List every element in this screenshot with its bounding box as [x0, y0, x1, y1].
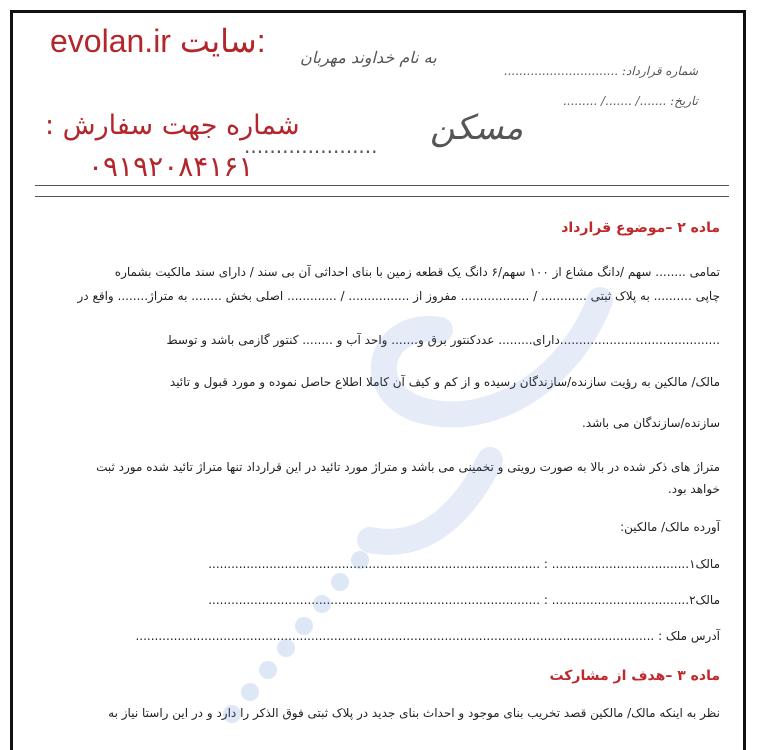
bismillah: به نام خداوند مهربان — [300, 48, 437, 67]
section-2-title: ماده ۲ –موضوع قرارداد — [561, 220, 720, 236]
owner-1-field: مالک۱.................................... : ....................................................................................... — [208, 557, 720, 571]
section-3-line-1: نظر به اینکه مالک/ مالکین قصد تخریب بنای موجود و احداث بنای جدید در پلاک ثبتی فوق الذکر را دارد و در این راستا نیاز به — [108, 706, 720, 720]
section-2-line-6: متراژ های ذکر شده در بالا به صورت رویتی و تخمینی می باشد و متراژ مورد تائید در این قرارداد تنها متراژ تائید شده مورد ثبت خواهد بود. — [96, 460, 720, 496]
section-3-title: ماده ۳ –هدف از مشارکت — [549, 668, 720, 684]
brand-dots: ..................... — [244, 134, 378, 158]
owner-contribution-label: آورده مالک/ مالکین: — [620, 520, 720, 534]
order-label: شماره جهت سفارش : — [45, 110, 300, 141]
contract-number: شماره قرارداد: .............................. — [503, 64, 698, 78]
header-divider-top — [35, 185, 729, 186]
section-2-line-3: ..........................................دارای......... عددکنتور برق و....... واحد آب و ........ کنتور گازمی باشد و توسط — [166, 333, 720, 347]
contract-date: تاریخ: ......./ ......./ ......... — [562, 94, 698, 108]
site-label: evolan.ir سایت: — [50, 23, 266, 59]
section-2-line-4: مالک/ مالکین به رؤیت سازنده/سازندگان رسیده و از کم و کیف آن کاملا اطلاع حاصل نموده و مورد قبول و تائید — [169, 375, 720, 389]
section-2-line-2: چاپی .......... به پلاک ثبتی ............ / .................. مفروز از ................ / ............. اصلی بخش ........ به متراژ........ واقع در — [77, 289, 720, 303]
brand-logo-text: مسکن — [430, 108, 524, 148]
owner-2-field: مالک۲.................................... : ....................................................................................... — [208, 593, 720, 607]
section-2-line-5: سازنده/سازندگان می باشد. — [581, 416, 720, 430]
property-address-field: آدرس ملک : ........................................................................................................................................ — [135, 629, 720, 643]
order-phone: ۰۹۱۹۲۰۸۴۱۶۱ — [88, 150, 254, 183]
header-divider-bottom — [35, 196, 729, 197]
section-2-line-1: تمامی ........ سهم /دانگ مشاع از ۱۰۰ سهم/۶ دانگ یک قطعه زمین با بنای احداثی آن بی سند / دارای سند مالکیت بشماره — [114, 265, 720, 279]
